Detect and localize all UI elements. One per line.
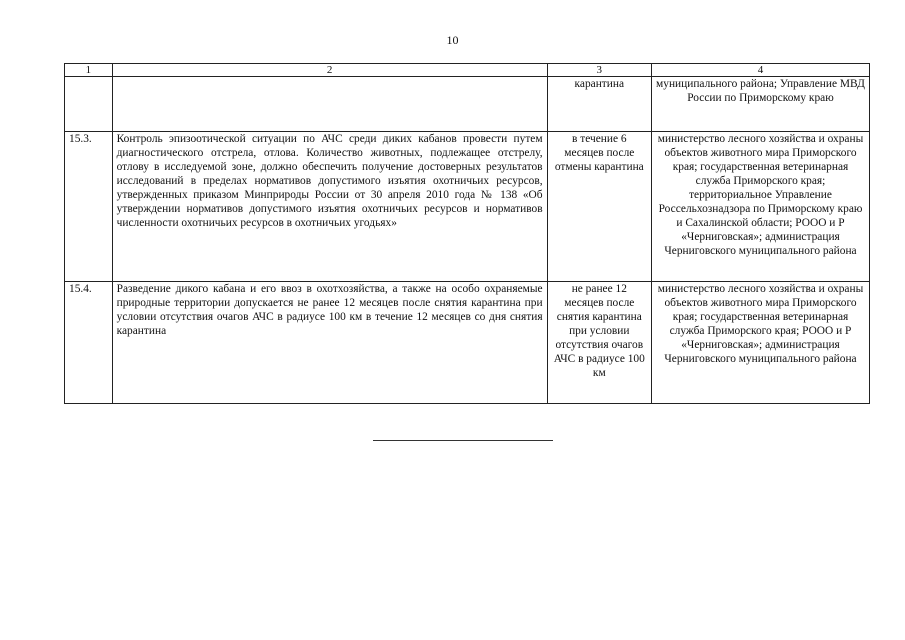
row-number [65,77,113,132]
table-row [65,77,870,132]
responsible-cell: министерство лесного хозяйства и охраны объектов животного мира Приморского края; государственная ветеринарная служба Приморского края; РООО и Р «Черниговская»; администрация Черниговского муниципального района [652,282,870,404]
table-row [65,282,870,404]
measure-cell: Разведение дикого кабана и его ввоз в охотхозяйства, а также на особо охраняемые природные территории допускается не ранее 12 месяцев после снятия карантина при условии отсутствия очагов АЧС в радиусе 100 км в течение 12 месяцев со дня снятия карантина [112,282,547,404]
header-col-3: 3 [547,64,651,77]
header-col-4: 4 [652,64,870,77]
row-number: 15.4. [65,282,113,404]
term-cell: в течение 6 месяцев после отмены карантина [547,132,651,282]
measure-cell: Контроль эпизоотической ситуации по АЧС среди диких кабанов провести путем диагностического отстрела, отлова. Количество животных, подлежащее отстрелу, отлову в исследуемой зоне, должно обеспечить получение достоверных результатов исследований в пределах нормативов допустимого изъятия охотничьих ресурсов, утвержденных приказом Минприроды России от 30 апреля 2010 года № 138 «Об утверждении нормативов допустимого изъятия охотничьих ресурсов и нормативов численности охотничьих ресурсов в охотничьих угодьях» [112,132,547,282]
term-cell: карантина [547,77,651,132]
measures-table [64,63,870,404]
responsible-cell: министерство лесного хозяйства и охраны объектов животного мира Приморского края; государственная ветеринарная служба Приморского края; территориальное Управление Россельхознадзора по Приморскому краю и Сахалинской области; РООО и Р «Черниговская»; администрация Черниговского муниципального района [652,132,870,282]
measure-cell [112,77,547,132]
table-row [65,132,870,282]
table-header-row [65,64,870,77]
term-cell: не ранее 12 месяцев после снятия карантина при условии отсутствия очагов АЧС в радиусе 100 км [547,282,651,404]
page-number: 10 [446,33,459,47]
row-number: 15.3. [65,132,113,282]
end-of-document-rule [373,440,553,441]
responsible-cell: муниципального района; Управление МВД России по Приморскому краю [652,77,870,132]
header-col-2: 2 [112,64,547,77]
header-col-1: 1 [65,64,113,77]
